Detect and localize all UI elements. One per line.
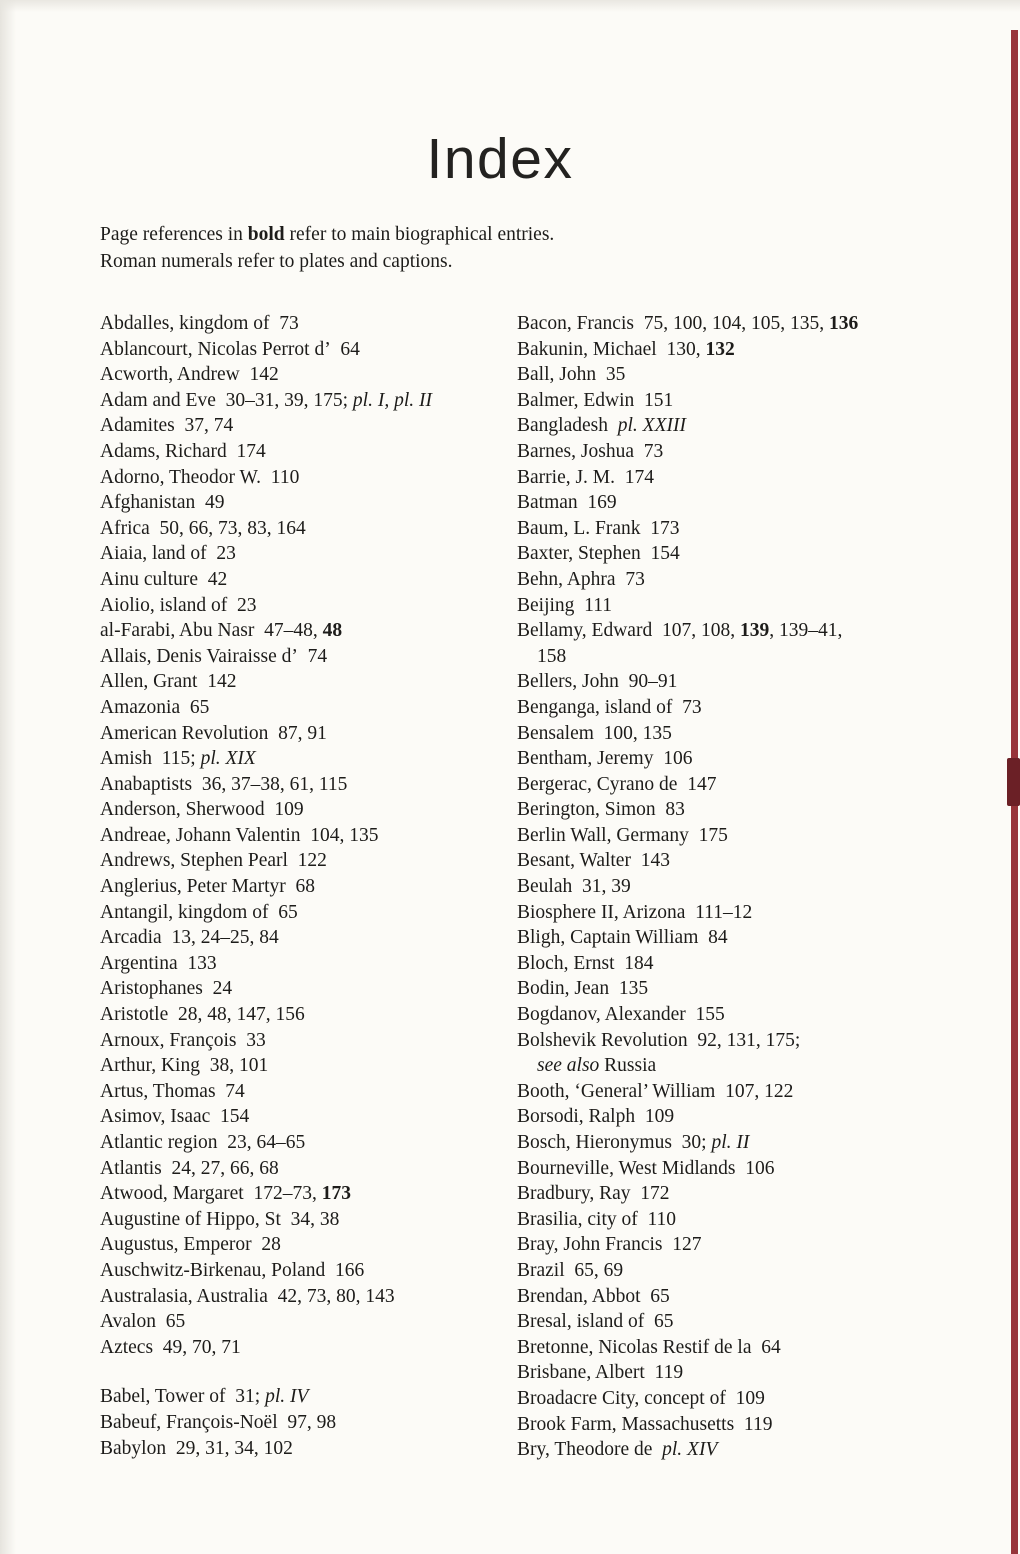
- index-entry: [100, 1384, 505, 1410]
- index-entry: [517, 618, 952, 669]
- index-entry: [100, 618, 505, 644]
- index-entry: [100, 1156, 505, 1182]
- entry-text: Brook Farm, Massachusetts 119: [517, 1413, 773, 1435]
- index-entry: [100, 1079, 505, 1105]
- index-entry: [100, 337, 505, 363]
- index-entry: [517, 1284, 952, 1310]
- entry-text: Aiaia, land of 23: [100, 543, 236, 565]
- entry-text: Bellamy, Edward 107, 108,: [517, 620, 740, 642]
- index-entry: [100, 439, 505, 465]
- entry-text: Beulah 31, 39: [517, 876, 631, 898]
- entry-text: Brazil 65, 69: [517, 1259, 624, 1281]
- entry-text: Asimov, Isaac 154: [100, 1106, 250, 1128]
- entry-text: Auschwitz-Birkenau, Poland 166: [100, 1259, 365, 1281]
- entry-text: Andreae, Johann Valentin 104, 135: [100, 824, 379, 846]
- index-entry: [517, 567, 952, 593]
- entry-text: Arthur, King 38, 101: [100, 1055, 269, 1077]
- index-entry: [100, 362, 505, 388]
- entry-text: , 139–41,: [769, 620, 843, 642]
- entry-text: Bolshevik Revolution 92, 131, 175;: [517, 1029, 801, 1051]
- entry-text: Besant, Walter 143: [517, 850, 670, 872]
- index-entry: [517, 1181, 952, 1207]
- index-columns: [100, 311, 1000, 1463]
- entry-text: Arcadia 13, 24–25, 84: [100, 927, 279, 949]
- index-entry: [517, 1028, 952, 1079]
- entry-text: Balmer, Edwin 151: [517, 389, 674, 411]
- index-entry: [100, 1104, 505, 1130]
- entry-text: Atlantis 24, 27, 66, 68: [100, 1157, 279, 1179]
- entry-text: pl. XXIII: [617, 415, 686, 437]
- index-entry: [100, 976, 505, 1002]
- entry-text: Bacon, Francis 75, 100, 104, 105, 135,: [517, 313, 829, 334]
- index-entry: [100, 900, 505, 926]
- entry-text: 132: [705, 338, 735, 360]
- index-entry: [100, 1258, 505, 1284]
- index-entry: [100, 1053, 505, 1079]
- entry-text: Aristotle 28, 48, 147, 156: [100, 1004, 305, 1026]
- index-entry: [100, 593, 505, 619]
- entry-text: Antangil, kingdom of 65: [100, 901, 298, 923]
- index-entry: [517, 746, 952, 772]
- entry-text: Babel, Tower of 31;: [100, 1386, 266, 1408]
- entry-text: Atwood, Margaret 172–73,: [100, 1183, 322, 1205]
- index-entry: [517, 1156, 952, 1182]
- entry-text: Bergerac, Cyrano de 147: [517, 773, 717, 795]
- entry-text: Amish 115;: [100, 748, 201, 770]
- entry-text: 173: [321, 1183, 351, 1205]
- entry-text: Ainu culture 42: [100, 568, 228, 590]
- entry-text: Avalon 65: [100, 1311, 186, 1333]
- index-entry: [100, 567, 505, 593]
- index-entry: [517, 516, 952, 542]
- index-entry: [517, 465, 952, 491]
- entry-text: Biosphere II, Arizona 111–12: [517, 901, 753, 923]
- index-entry: [517, 797, 952, 823]
- entry-text: 136: [828, 313, 859, 334]
- index-entry: [517, 1002, 952, 1028]
- entry-text: Baum, L. Frank 173: [517, 517, 680, 539]
- book-cover-edge-tab: [1007, 758, 1020, 806]
- entry-text: Bry, Theodore de: [517, 1439, 663, 1461]
- entry-text: Africa 50, 66, 73, 83, 164: [100, 517, 306, 539]
- entry-text: Bresal, island of 65: [517, 1311, 674, 1333]
- entry-text: Russia: [599, 1055, 657, 1077]
- index-entry: [100, 311, 505, 337]
- entry-text: Bretonne, Nicolas Restif de la 64: [517, 1336, 781, 1358]
- entry-text: Anglerius, Peter Martyr 68: [100, 876, 315, 898]
- index-entry: [100, 388, 505, 414]
- entry-text: pl. I, pl. II: [352, 389, 432, 411]
- entry-text: Amazonia 65: [100, 696, 210, 718]
- index-entry: [100, 541, 505, 567]
- index-entry: [100, 413, 505, 439]
- note-line1-bold: bold: [247, 224, 285, 245]
- entry-text: Andrews, Stephen Pearl 122: [100, 850, 327, 872]
- index-entry: [517, 362, 952, 388]
- entry-text: Artus, Thomas 74: [100, 1080, 245, 1102]
- index-column-left: [100, 311, 505, 1463]
- index-entry: [100, 1436, 505, 1462]
- entry-text: Australasia, Australia 42, 73, 80, 143: [100, 1285, 395, 1307]
- entry-text: Bloch, Ernst 184: [517, 952, 654, 974]
- index-entry: [100, 1284, 505, 1310]
- index-entry: [517, 593, 952, 619]
- index-entry: [517, 1232, 952, 1258]
- note-line1-pre: Page references in: [100, 224, 248, 245]
- entry-text: American Revolution 87, 91: [100, 722, 327, 744]
- index-entry: [100, 925, 505, 951]
- entry-text: Allais, Denis Vairaisse d’ 74: [100, 645, 328, 667]
- index-entry: [100, 695, 505, 721]
- index-entry: [100, 1207, 505, 1233]
- entry-text: Bogdanov, Alexander 155: [517, 1004, 725, 1026]
- index-entry: [100, 1028, 505, 1054]
- index-entry: [100, 797, 505, 823]
- index-entry: [517, 388, 952, 414]
- index-entry: [100, 823, 505, 849]
- entry-text: Ball, John 35: [517, 364, 626, 386]
- index-entry: [517, 900, 952, 926]
- index-entry: [517, 541, 952, 567]
- entry-text: Adams, Richard 174: [100, 440, 266, 462]
- index-entry: [517, 413, 952, 439]
- entry-text: Bodin, Jean 135: [517, 978, 649, 1000]
- entry-text: Brasilia, city of 110: [517, 1208, 677, 1230]
- index-entry: [517, 1412, 952, 1438]
- index-entry: [100, 516, 505, 542]
- index-entry: [100, 721, 505, 747]
- page-title: Index: [426, 127, 574, 191]
- entry-text: Booth, ‘General’ William 107, 122: [517, 1080, 794, 1102]
- entry-text: 158: [537, 645, 567, 667]
- index-entry: [517, 1360, 952, 1386]
- index-entry: [100, 490, 505, 516]
- entry-text: Bellers, John 90–91: [517, 671, 678, 693]
- index-entry: [517, 311, 952, 337]
- index-entry: [517, 951, 952, 977]
- index-entry: [517, 490, 952, 516]
- index-entry: [517, 1437, 952, 1463]
- index-entry: [100, 644, 505, 670]
- entry-text: Brisbane, Albert 119: [517, 1362, 684, 1384]
- note-line1-post: refer to main biographical entries.: [284, 224, 555, 245]
- entry-text: Aztecs 49, 70, 71: [100, 1336, 241, 1358]
- index-entry: [517, 669, 952, 695]
- entry-text: Bligh, Captain William 84: [517, 927, 728, 949]
- index-entry: [100, 848, 505, 874]
- entry-text: Adamites 37, 74: [100, 415, 234, 437]
- entry-text: Brendan, Abbot 65: [517, 1285, 670, 1307]
- entry-text: Augustus, Emperor 28: [100, 1234, 281, 1256]
- index-entry: [100, 1410, 505, 1436]
- index-entry: [517, 1130, 952, 1156]
- index-entry: [517, 1079, 952, 1105]
- entry-text: Bourneville, West Midlands 106: [517, 1157, 775, 1179]
- index-entry: [517, 874, 952, 900]
- index-entry: [100, 951, 505, 977]
- entry-text: Adam and Eve 30–31, 39, 175;: [100, 389, 353, 411]
- index-entry: [517, 695, 952, 721]
- entry-text: Ablancourt, Nicolas Perrot d’ 64: [100, 338, 360, 360]
- entry-text: Benganga, island of 73: [517, 696, 702, 718]
- index-entry: [517, 1104, 952, 1130]
- index-column-right: [517, 311, 952, 1463]
- index-entry: [100, 1335, 505, 1361]
- entry-text: al-Farabi, Abu Nasr 47–48,: [100, 620, 323, 642]
- entry-text: Berlin Wall, Germany 175: [517, 824, 728, 846]
- index-entry: [517, 925, 952, 951]
- note-line2: Roman numerals refer to plates and captions.: [100, 250, 453, 272]
- entry-text: Borsodi, Ralph 109: [517, 1106, 675, 1128]
- entry-text: 139: [739, 620, 770, 642]
- index-entry: [100, 746, 505, 772]
- entry-text: Augustine of Hippo, St 34, 38: [100, 1208, 340, 1230]
- intro-note: [100, 222, 1000, 275]
- index-entry: [100, 772, 505, 798]
- entry-text: Bangladesh: [517, 415, 618, 437]
- entry-text: Beijing 111: [517, 594, 612, 616]
- entry-text: Broadacre City, concept of 109: [517, 1387, 765, 1409]
- entry-text: Bakunin, Michael 130,: [517, 338, 706, 360]
- index-entry: [517, 337, 952, 363]
- entry-text: Aiolio, island of 23: [100, 594, 257, 616]
- index-entry: [517, 1258, 952, 1284]
- entry-text: Behn, Aphra 73: [517, 568, 645, 590]
- index-entry: [517, 1207, 952, 1233]
- entry-text: 48: [322, 620, 343, 642]
- entry-text: Argentina 133: [100, 952, 217, 974]
- entry-text: see also: [537, 1055, 600, 1077]
- entry-text: pl. II: [711, 1132, 750, 1153]
- entry-text: pl. IV: [265, 1386, 309, 1408]
- entry-text: Anderson, Sherwood 109: [100, 799, 304, 821]
- index-entry: [517, 1386, 952, 1412]
- entry-text: Babylon 29, 31, 34, 102: [100, 1437, 293, 1459]
- index-entry: [100, 1130, 505, 1156]
- index-entry: [100, 1181, 505, 1207]
- index-entry: [100, 1232, 505, 1258]
- index-entry: [517, 823, 952, 849]
- entry-text: Bosch, Hieronymus 30;: [517, 1132, 712, 1153]
- entry-text: Abdalles, kingdom of 73: [100, 313, 299, 334]
- entry-text: Bentham, Jeremy 106: [517, 748, 693, 770]
- index-entry: [517, 976, 952, 1002]
- entry-text: Batman 169: [517, 492, 617, 514]
- entry-text: Afghanistan 49: [100, 492, 225, 514]
- entry-text: Baxter, Stephen 154: [517, 543, 680, 565]
- index-entry: [100, 874, 505, 900]
- entry-text: Bradbury, Ray 172: [517, 1183, 670, 1205]
- index-entry: [517, 1309, 952, 1335]
- entry-text: pl. XIV: [662, 1439, 718, 1461]
- index-entry: [517, 439, 952, 465]
- index-entry: [100, 1309, 505, 1335]
- index-entry: [517, 772, 952, 798]
- entry-text: Allen, Grant 142: [100, 671, 237, 693]
- entry-text: Aristophanes 24: [100, 978, 233, 1000]
- entry-text: pl. XIX: [200, 748, 256, 770]
- index-entry: [517, 1335, 952, 1361]
- index-entry: [100, 1002, 505, 1028]
- index-entry: [100, 669, 505, 695]
- entry-text: Adorno, Theodor W. 110: [100, 466, 300, 488]
- index-entry: [517, 721, 952, 747]
- entry-text: Atlantic region 23, 64–65: [100, 1132, 306, 1153]
- entry-text: Berington, Simon 83: [517, 799, 685, 821]
- index-entry: [517, 848, 952, 874]
- entry-text: Bray, John Francis 127: [517, 1234, 702, 1256]
- entry-text: Babeuf, François-Noël 97, 98: [100, 1411, 337, 1433]
- entry-text: Arnoux, François 33: [100, 1029, 266, 1051]
- entry-text: Barrie, J. M. 174: [517, 466, 655, 488]
- entry-text: Bensalem 100, 135: [517, 722, 672, 744]
- entry-text: Acworth, Andrew 142: [100, 364, 279, 386]
- entry-text: Barnes, Joshua 73: [517, 440, 664, 462]
- entry-text: Anabaptists 36, 37–38, 61, 115: [100, 773, 348, 795]
- index-entry: [100, 465, 505, 491]
